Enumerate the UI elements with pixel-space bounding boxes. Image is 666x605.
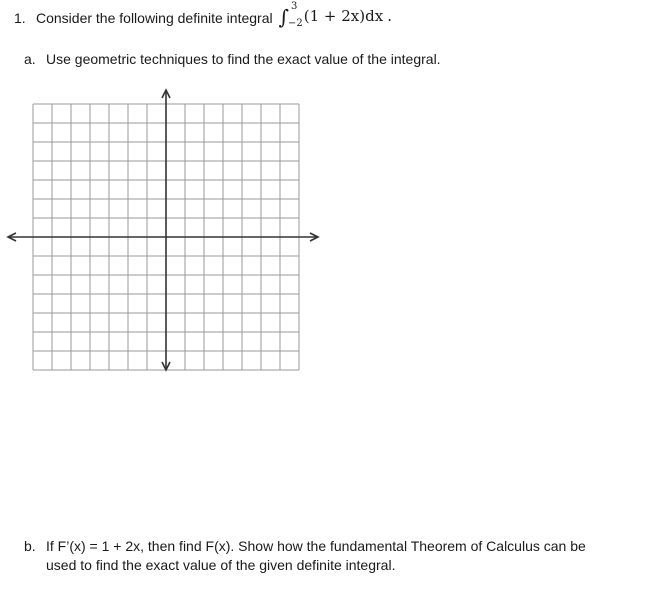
part-b-text bbox=[46, 537, 586, 575]
integral-period: . bbox=[387, 7, 392, 25]
part-a-text: Use geometric techniques to find the exact value of the integral. bbox=[46, 51, 441, 67]
question-prompt: Consider the following definite integral bbox=[36, 10, 273, 26]
part-b-line-2: used to find the exact value of the given definite integral. bbox=[46, 557, 396, 573]
part-b-line-1: If F’(x) = 1 + 2x, then find F(x). Show how the fundamental Theorem of Calculus can be bbox=[46, 538, 586, 554]
part-b-label: b. bbox=[24, 538, 36, 554]
axes bbox=[8, 90, 318, 370]
part-b bbox=[24, 537, 586, 575]
integral-sign: ∫ bbox=[278, 5, 290, 29]
integrand: (1 + 2x)dx bbox=[303, 7, 384, 25]
question-number: 1. bbox=[14, 10, 26, 26]
upper-limit: 3 bbox=[291, 1, 298, 12]
part-a-label: a. bbox=[24, 51, 36, 67]
lower-limit: −2 bbox=[288, 18, 303, 29]
